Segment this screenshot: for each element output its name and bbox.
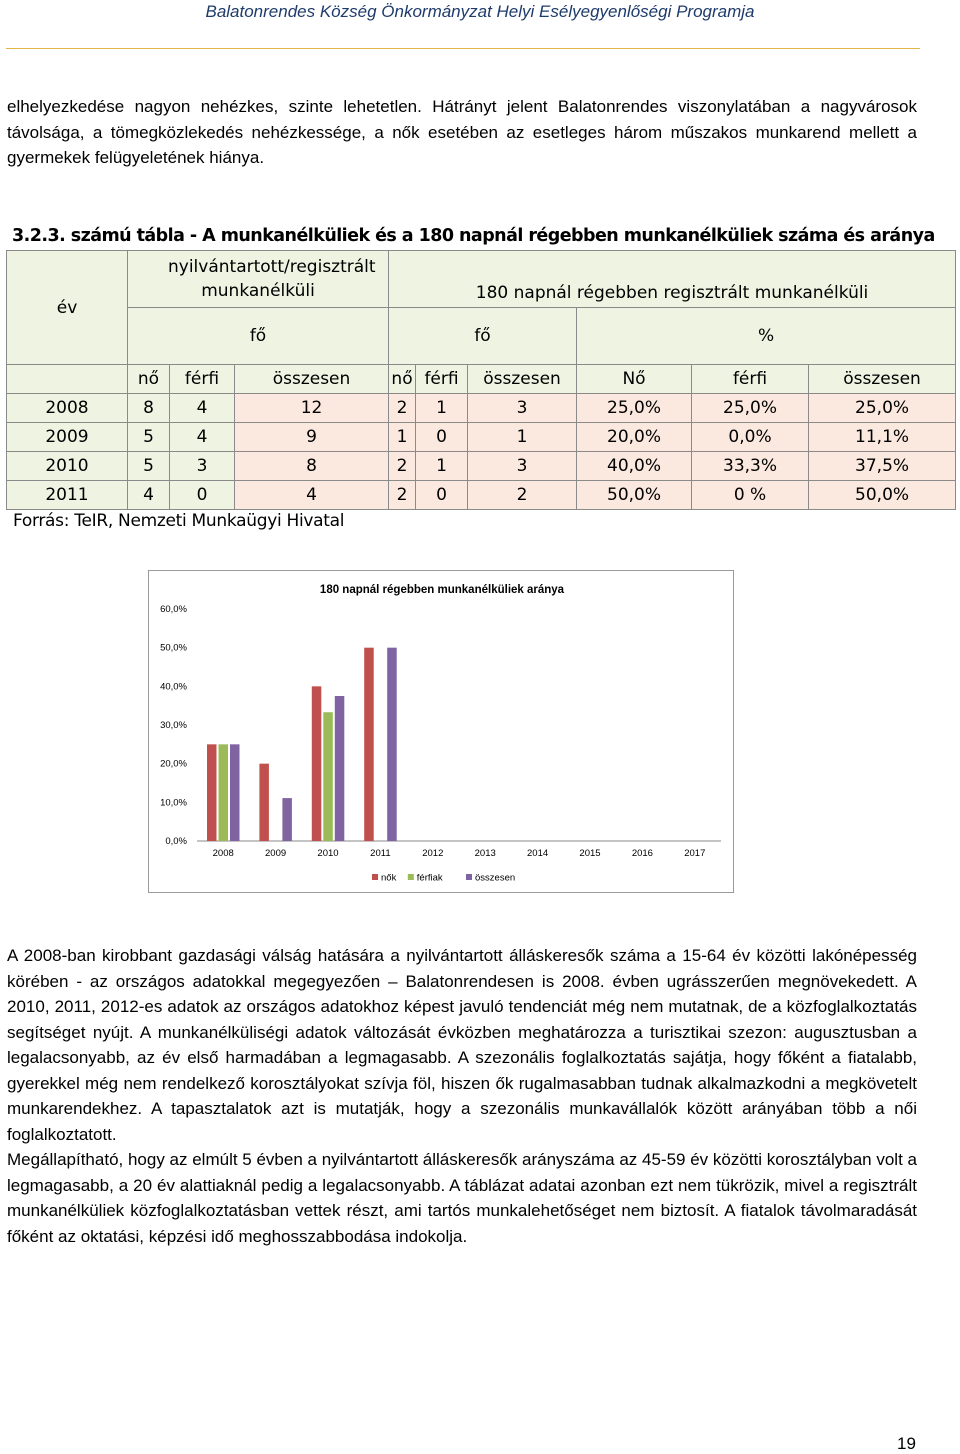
table-cell: 0 % <box>692 481 809 510</box>
table-cell: 0 <box>416 423 468 452</box>
table-cell: 40,0% <box>577 452 692 481</box>
table-row <box>7 452 956 481</box>
y-tick-label: 20,0% <box>160 758 187 770</box>
table-caption: 3.2.3. számú tábla - A munkanélküliek és a 180 napnál régebben munkanélküliek száma és aránya <box>12 226 935 246</box>
table-cell: 8 <box>235 452 389 481</box>
year-cell: 2011 <box>7 481 128 510</box>
table-cell: 12 <box>235 394 389 423</box>
table-cell: 2 <box>389 452 416 481</box>
table-cell: 4 <box>170 394 235 423</box>
running-header: Balatonrendes Község Önkormányzat Helyi Esélyegyenlőségi Programja <box>205 2 755 21</box>
bar-2011-nők <box>364 648 374 841</box>
table-row <box>7 423 956 452</box>
legend-label: összesen <box>475 872 516 884</box>
y-tick-label: 50,0% <box>160 642 187 654</box>
legend-label: férfiak <box>416 872 443 884</box>
table-row <box>7 481 956 510</box>
table-cell: 1 <box>468 423 577 452</box>
col-header: összesen <box>468 365 577 394</box>
bar-2010-nők <box>312 686 322 841</box>
year-cell: 2010 <box>7 452 128 481</box>
table-cell: 1 <box>389 423 416 452</box>
y-tick-label: 60,0% <box>160 604 187 615</box>
table-cell: 3 <box>468 394 577 423</box>
col-header: Nő <box>577 365 692 394</box>
year-cell: 2009 <box>7 423 128 452</box>
table-cell: 2 <box>389 394 416 423</box>
bar-2009-nők <box>259 764 269 841</box>
table-cell: 33,3% <box>692 452 809 481</box>
bar-2011-összesen <box>387 648 397 841</box>
chart-canvas <box>149 571 735 894</box>
table-cell: 1 <box>416 452 468 481</box>
table-cell: 3 <box>468 452 577 481</box>
bar-2008-nők <box>207 744 217 841</box>
unit-percent-header: % <box>577 308 956 365</box>
x-tick-label: 2014 <box>527 848 549 859</box>
x-tick-label: 2012 <box>422 848 444 859</box>
table-cell: 4 <box>235 481 389 510</box>
unit-fo-header: fő <box>128 308 389 365</box>
table-cell: 8 <box>128 394 170 423</box>
col-header: férfi <box>416 365 468 394</box>
year-header: év <box>7 251 128 365</box>
table-cell: 0,0% <box>692 423 809 452</box>
col-header: összesen <box>809 365 956 394</box>
y-tick-label: 40,0% <box>160 681 187 693</box>
table-source: Forrás: TeIR, Nemzeti Munkaügyi Hivatal <box>13 511 345 531</box>
page-number: 19 <box>897 1434 916 1453</box>
table-cell: 37,5% <box>809 452 956 481</box>
table-cell: 1 <box>416 394 468 423</box>
table-cell: 9 <box>235 423 389 452</box>
table-cell: 5 <box>128 423 170 452</box>
chart-title: 180 napnál régebben munkanélküliek aránya <box>319 584 565 596</box>
col-header: összesen <box>235 365 389 394</box>
x-tick-label: 2010 <box>317 848 339 859</box>
y-tick-label: 30,0% <box>160 720 187 731</box>
legend-swatch <box>372 874 378 880</box>
registered-group-header: nyilvántartott/regisztrált munkanélküli <box>128 251 389 308</box>
bar-chart <box>148 570 734 893</box>
legend-swatch <box>466 874 472 880</box>
x-tick-label: 2011 <box>370 848 391 859</box>
x-tick-label: 2016 <box>631 848 653 859</box>
bar-2008-összesen <box>230 744 240 841</box>
unemployment-table <box>6 250 956 510</box>
table-cell: 0 <box>416 481 468 510</box>
legend-swatch <box>408 874 414 880</box>
table-cell: 2 <box>468 481 577 510</box>
unit-fo-header-2: fő <box>389 308 577 365</box>
table-cell: 5 <box>128 452 170 481</box>
table-cell: 25,0% <box>692 394 809 423</box>
bar-2008-férfiak <box>219 744 229 841</box>
table-cell: 4 <box>170 423 235 452</box>
intro-paragraph: elhelyezkedése nagyon nehézkes, szinte lehetetlen. Hátrányt jelent Balatonrendes viszonylatában a nagyvárosok távolsága, a tömegközlekedés nehézkessége, a nők esetében az esetleges három műszakos munkarend mellett a gyermekek felügyeletének hiánya. <box>7 97 917 167</box>
x-tick-label: 2013 <box>474 848 496 859</box>
col-header: nő <box>389 365 416 394</box>
table-cell: 25,0% <box>809 394 956 423</box>
col-header: nő <box>128 365 170 394</box>
table-cell: 3 <box>170 452 235 481</box>
table-cell: 4 <box>128 481 170 510</box>
table-cell: 50,0% <box>577 481 692 510</box>
long-term-group-header: 180 napnál régebben regisztrált munkanélküli <box>389 251 956 308</box>
bar-2009-összesen <box>282 798 292 841</box>
table-row <box>7 394 956 423</box>
body-paragraph-1: A 2008-ban kirobbant gazdasági válság hatására a nyilvántartott álláskeresők száma a 15-64 év közötti lakónépesség körében - az országos adatokkal megegyezően – Balatonrendesen is 2008. évben ugrásszerűen megnövekedett. A 2010, 2011, 2012-es adatok az országos adatokhoz képest javuló tendenciát még nem mutatnak, de a közfoglalkoztatás segítséget nyújt. A munkanélküliségi adatok változását évközben meghatározza a turisztikai szezon: augusztusban a legalacsonyabb, az év első harmadában a legmagasabb. A szezonális foglalkoztatás sajátja, hogy főként a fiatalabb, gyerekkel még nem rendelkező korosztályokat szívja föl, hiszen ők rugalmasabban tudnak alkalmazkodni a megkövetelt munkarendekhez. A tapasztalatok azt is mutatják, hogy a szezonális munkavállalók között arányában több a női foglalkoztatott. <box>7 946 917 1144</box>
x-tick-label: 2015 <box>579 848 601 859</box>
y-tick-label: 0,0% <box>165 836 187 847</box>
legend-label: nők <box>381 872 397 884</box>
bar-2010-összesen <box>335 696 345 841</box>
header-divider <box>6 48 920 49</box>
x-tick-label: 2017 <box>684 848 706 859</box>
year-cell: 2008 <box>7 394 128 423</box>
blank-header-cell <box>7 365 128 394</box>
x-tick-label: 2009 <box>265 848 287 859</box>
table-cell: 25,0% <box>577 394 692 423</box>
y-tick-label: 10,0% <box>160 797 187 809</box>
table-cell: 50,0% <box>809 481 956 510</box>
x-tick-label: 2008 <box>212 848 234 859</box>
table-cell: 11,1% <box>809 423 956 452</box>
col-header: férfi <box>692 365 809 394</box>
body-text <box>7 943 917 1249</box>
table-cell: 2 <box>389 481 416 510</box>
body-paragraph-2: Megállapítható, hogy az elmúlt 5 évben a nyilvántartott álláskeresők arányszáma az 45-59 év közötti korosztályban volt a legmagasabb, a 20 év alattiaknál pedig a legalacsonyabb. A táblázat adatai azonban ezt nem tükrözik, mivel a regisztrált munkanélküliek közfoglalkoztatásban vettek részt, ami tartós munkalehetőséget nem biztosít. A fiatalok távolmaradását főként az oktatási, képzési idő meghosszabbodása indokolja. <box>7 1150 917 1246</box>
table-cell: 20,0% <box>577 423 692 452</box>
bar-2010-férfiak <box>323 712 333 841</box>
col-header: férfi <box>170 365 235 394</box>
table-cell: 0 <box>170 481 235 510</box>
